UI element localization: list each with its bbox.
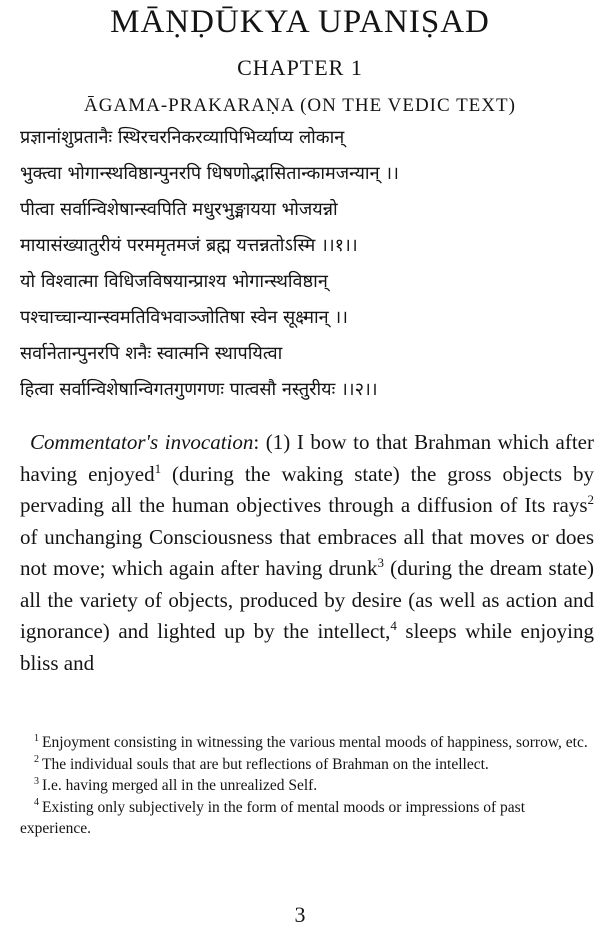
sanskrit-verses (20, 120, 590, 408)
footnote-ref: 2 (587, 492, 594, 507)
section-subtitle: ĀGAMA-PRAKARAṆA (ON THE VEDIC TEXT) (84, 95, 516, 116)
page-number: 3 (294, 902, 306, 927)
footnote-marker: 1 (34, 732, 39, 744)
footnote-ref: 4 (390, 618, 397, 633)
verse-line: पीत्वा सर्वान्विशेषान्स्वपिति मधुरभुङ्मायया भोजयन्नो (20, 199, 338, 220)
footnote-ref: 1 (154, 460, 162, 476)
commentary-text: sleeps while enjoying bliss and (20, 619, 594, 675)
verse-line: हित्वा सर्वान्विशेषान्विगतगुणगणः पात्वसौ नस्तुरीयः ।।२।। (20, 379, 378, 400)
verse-line: यो विश्वात्मा विधिजविषयान्प्राश्य भोगान्स्थविष्ठान् (20, 271, 328, 292)
footnotes (20, 732, 594, 840)
footnote (20, 754, 594, 776)
footnote-text: The individual souls that are but reflections of Brahman on the intellect. (42, 755, 489, 773)
page-title: MĀṆḌŪKYA UPANIṢAD (110, 4, 490, 40)
commentary-paragraph (20, 427, 594, 679)
footnote-text: I.e. having merged all in the unrealized Self. (42, 777, 318, 794)
footnote-text: Existing only subjectively in the form of mental moods or impressions of past experience. (20, 798, 526, 837)
commentary-text: : (1) I bow to that Brahman which after having enjoyed (20, 430, 594, 486)
footnote-marker: 2 (34, 754, 39, 766)
commentary-text: of unchanging Consciousness that embraces all that moves or does not move; which again after having drunk (20, 524, 594, 580)
footnote (20, 732, 594, 754)
verse-line: प्रज्ञानांशुप्रतानैः स्थिरचरनिकरव्यापिभिर्व्याप्य लोकान् (20, 127, 345, 148)
commentary-text: (during the waking state) the gross objects by pervading all the human objectives through a diffusion of Its rays (20, 461, 594, 517)
footnote-marker: 3 (34, 775, 39, 787)
footnote (20, 797, 594, 840)
footnote (20, 775, 594, 797)
commentary-label: Commentator's invocation (30, 430, 254, 454)
verse-line: सर्वानेतान्पुनरपि शनैः स्वात्मनि स्थापयित्वा (20, 343, 283, 364)
chapter-heading: CHAPTER 1 (237, 55, 363, 80)
verse-line: पश्चाच्चान्यान्स्वमतिविभवाञ्जोतिषा स्वेन सूक्ष्मान् ।। (20, 307, 349, 328)
footnote-marker: 4 (34, 797, 39, 809)
commentary-text: (during the dream state) all the variety of objects, produced by desire (as well as action and ignorance) and lighted up by the intellect, (20, 556, 595, 643)
verse-line: भुक्त्वा भोगान्स्थविष्ठान्पुनरपि धिषणोद्भासितान्कामजन्यान् ।। (20, 163, 399, 184)
footnote-text: Enjoyment consisting in witnessing the various mental moods of happiness, sorrow, etc. (42, 734, 588, 751)
footnote-ref: 3 (377, 555, 385, 570)
verse-line: मायासंख्यातुरीयं परममृतमजं ब्रह्म यत्तन्नतोऽस्मि ।।१।। (20, 235, 358, 256)
